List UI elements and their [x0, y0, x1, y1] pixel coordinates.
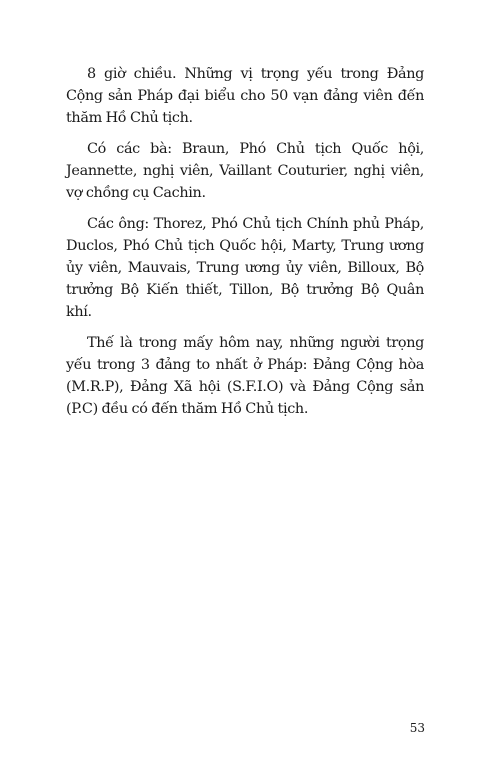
- paragraph-2: Có các bà: Braun, Phó Chủ tịch Quốc hội, Jeannette, nghị viên, Vaillant Couturier, nghị viên, vợ chồng cụ Cachin.: [66, 141, 424, 201]
- paragraph-4: Thế là trong mấy hôm nay, những người trọng yếu trong 3 đảng to nhất ở Pháp: Đảng Cộng hòa (M.R.P), Đảng Xã hội (S.F.I.O) và Đảng Cộng sản (P.C) đều có đến thăm Hồ Chủ tịch.: [66, 335, 424, 417]
- paragraph-3: Các ông: Thorez, Phó Chủ tịch Chính phủ Pháp, Duclos, Phó Chủ tịch Quốc hội, Marty, Trung ương ủy viên, Mauvais, Trung ương ủy viên, Billoux, Bộ trưởng Bộ Kiến thiết, Tillon, Bộ trưởng Bộ Quân khí.: [66, 216, 424, 320]
- paragraph-1: 8 giờ chiều. Những vị trọng yếu trong Đảng Cộng sản Pháp đại biểu cho 50 vạn đảng viên đến thăm Hồ Chủ tịch.: [66, 66, 424, 126]
- page-number: 53: [409, 721, 425, 735]
- page-body: [66, 63, 424, 429]
